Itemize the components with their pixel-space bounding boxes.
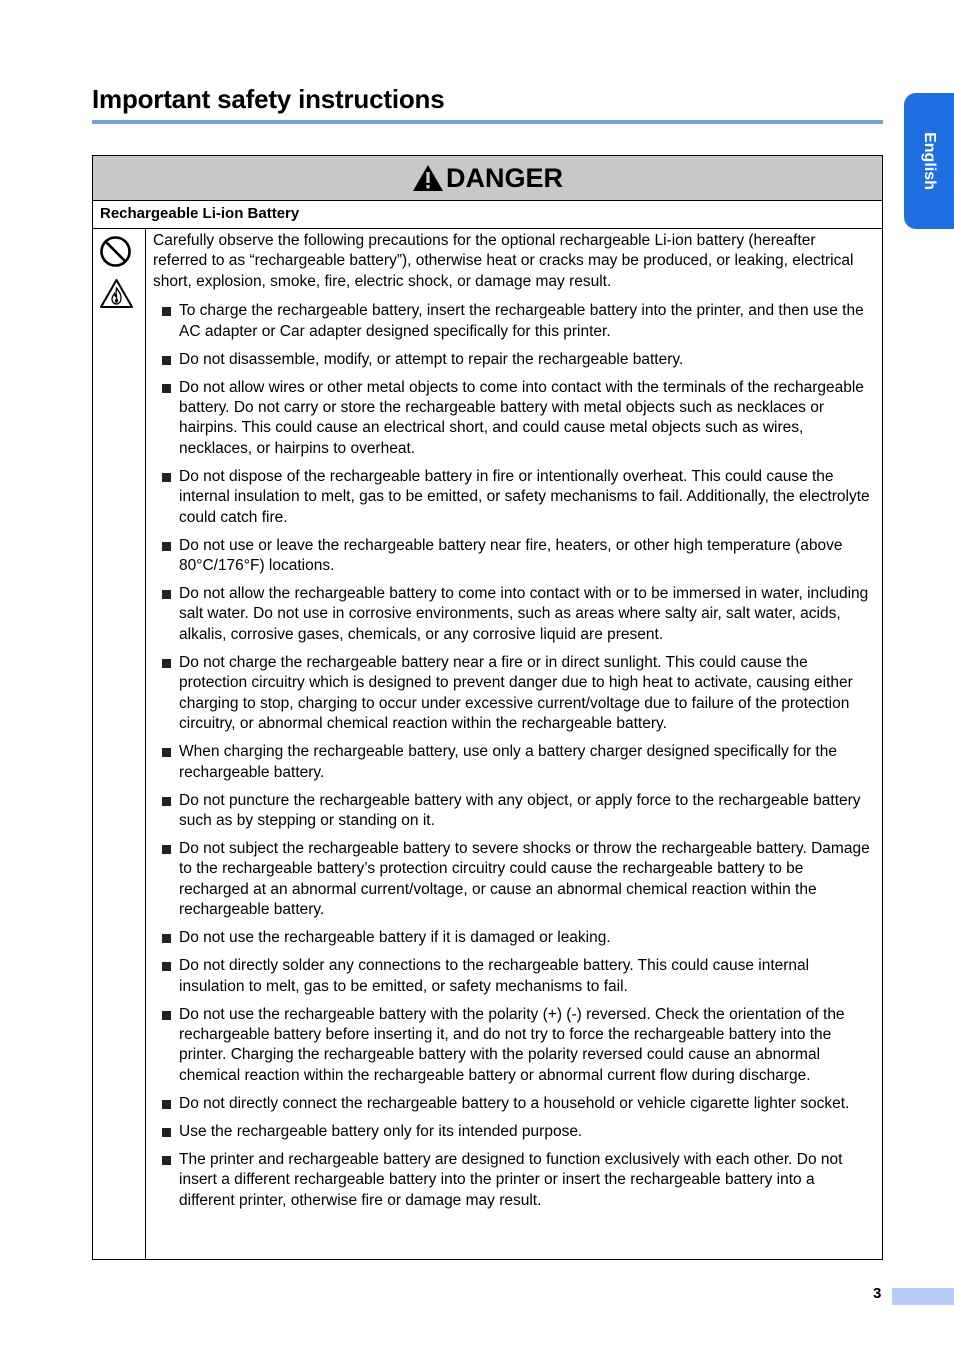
list-item: Do not puncture the rechargeable battery with any object, or apply force to the rechargeable battery such as by stepping or standing on it.: [153, 791, 873, 832]
list-item: Do not use the rechargeable battery with the polarity (+) (-) reversed. Check the orientation of the rechargeable battery before inserting it, and do not try to force the rechargeable battery into the printer. Charging the rechargeable battery with the polarity reversed could cause an abnormal chemical reaction within the rechargeable battery or abnormal current flow during discharge.: [153, 1005, 873, 1087]
danger-header: [93, 156, 882, 201]
page-number: 3: [873, 1285, 882, 1302]
intro-paragraph: Carefully observe the following precautions for the optional rechargeable Li-ion battery (hereafter referred to as “rechargeable battery”), otherwise heat or cracks may be produced, or leaking, electrical short, explosion, smoke, fire, electric shock, or damage may result.: [153, 232, 854, 290]
page-title: Important safety instructions: [92, 84, 445, 114]
language-tab: [904, 93, 954, 229]
fire-warning-icon: [99, 278, 134, 309]
list-item: Do not directly solder any connections to the rechargeable battery. This could cause internal insulation to melt, gas to be emitted, or safety mechanisms to fail.: [153, 956, 873, 997]
list-item: Do not use the rechargeable battery if it is damaged or leaking.: [153, 928, 873, 948]
language-tab-label: English: [921, 132, 938, 190]
panel-body: [93, 229, 882, 1259]
warning-triangle-icon: [412, 164, 444, 192]
prohibited-icon: [99, 235, 132, 268]
title-rule: [92, 120, 883, 124]
list-item: Do not directly connect the rechargeable battery to a household or vehicle cigarette lighter socket.: [153, 1094, 873, 1114]
list-item: Do not charge the rechargeable battery near a fire or in direct sunlight. This could cause the protection circuitry which is designed to prevent danger due to high heat to activate, causing either charging to stop, charging to occur under excessive current/voltage due to failure of the protection circuitry, or abnormal chemical reaction within the rechargeable battery.: [153, 653, 873, 735]
list-item: Do not subject the rechargeable battery to severe shocks or throw the rechargeable battery. Damage to the rechargeable battery’s protection circuitry could cause the rechargeable battery to be recharged at an abnormal current/voltage, or cause an abnormal chemical reaction within the rechargeable battery.: [153, 839, 873, 921]
page-number-bar: [892, 1288, 954, 1305]
text-column: [146, 229, 882, 1259]
list-item: Do not allow wires or other metal objects to come into contact with the terminals of the rechargeable battery. Do not carry or store the rechargeable battery with metal objects such as necklaces or hairpins. This could cause an electrical short, and could cause metal objects such as wires, necklaces, or hairpins to overheat.: [153, 378, 873, 460]
section-subheading: Rechargeable Li-ion Battery: [93, 201, 882, 229]
precautions-list: [153, 301, 873, 1211]
danger-panel: [92, 155, 883, 1260]
list-item: Use the rechargeable battery only for its intended purpose.: [153, 1122, 873, 1142]
list-item: The printer and rechargeable battery are designed to function exclusively with each other. Do not insert a different rechargeable battery into the printer or insert the rechargeable battery into a different printer, otherwise fire or damage may result.: [153, 1150, 873, 1211]
list-item: Do not allow the rechargeable battery to come into contact with or to be immersed in water, including salt water. Do not use in corrosive environments, such as areas where salty air, salt water, acids, alkalis, corrosive gases, chemicals, or any corrosive liquid are present.: [153, 584, 873, 645]
list-item: Do not dispose of the rechargeable battery in fire or intentionally overheat. This could cause the internal insulation to melt, gas to be emitted, or safety mechanisms to fail. Additionally, the electrolyte could catch fire.: [153, 467, 873, 528]
list-item: To charge the rechargeable battery, insert the rechargeable battery into the printer, and then use the AC adapter or Car adapter designed specifically for this printer.: [153, 301, 873, 342]
icon-column: [93, 229, 146, 1259]
list-item: Do not use or leave the rechargeable battery near fire, heaters, or other high temperature (above 80°C/176°F) locations.: [153, 536, 873, 577]
danger-label: DANGER: [445, 162, 563, 193]
list-item: Do not disassemble, modify, or attempt to repair the rechargeable battery.: [153, 350, 873, 370]
list-item: When charging the rechargeable battery, use only a battery charger designed specifically for the rechargeable battery.: [153, 742, 873, 783]
